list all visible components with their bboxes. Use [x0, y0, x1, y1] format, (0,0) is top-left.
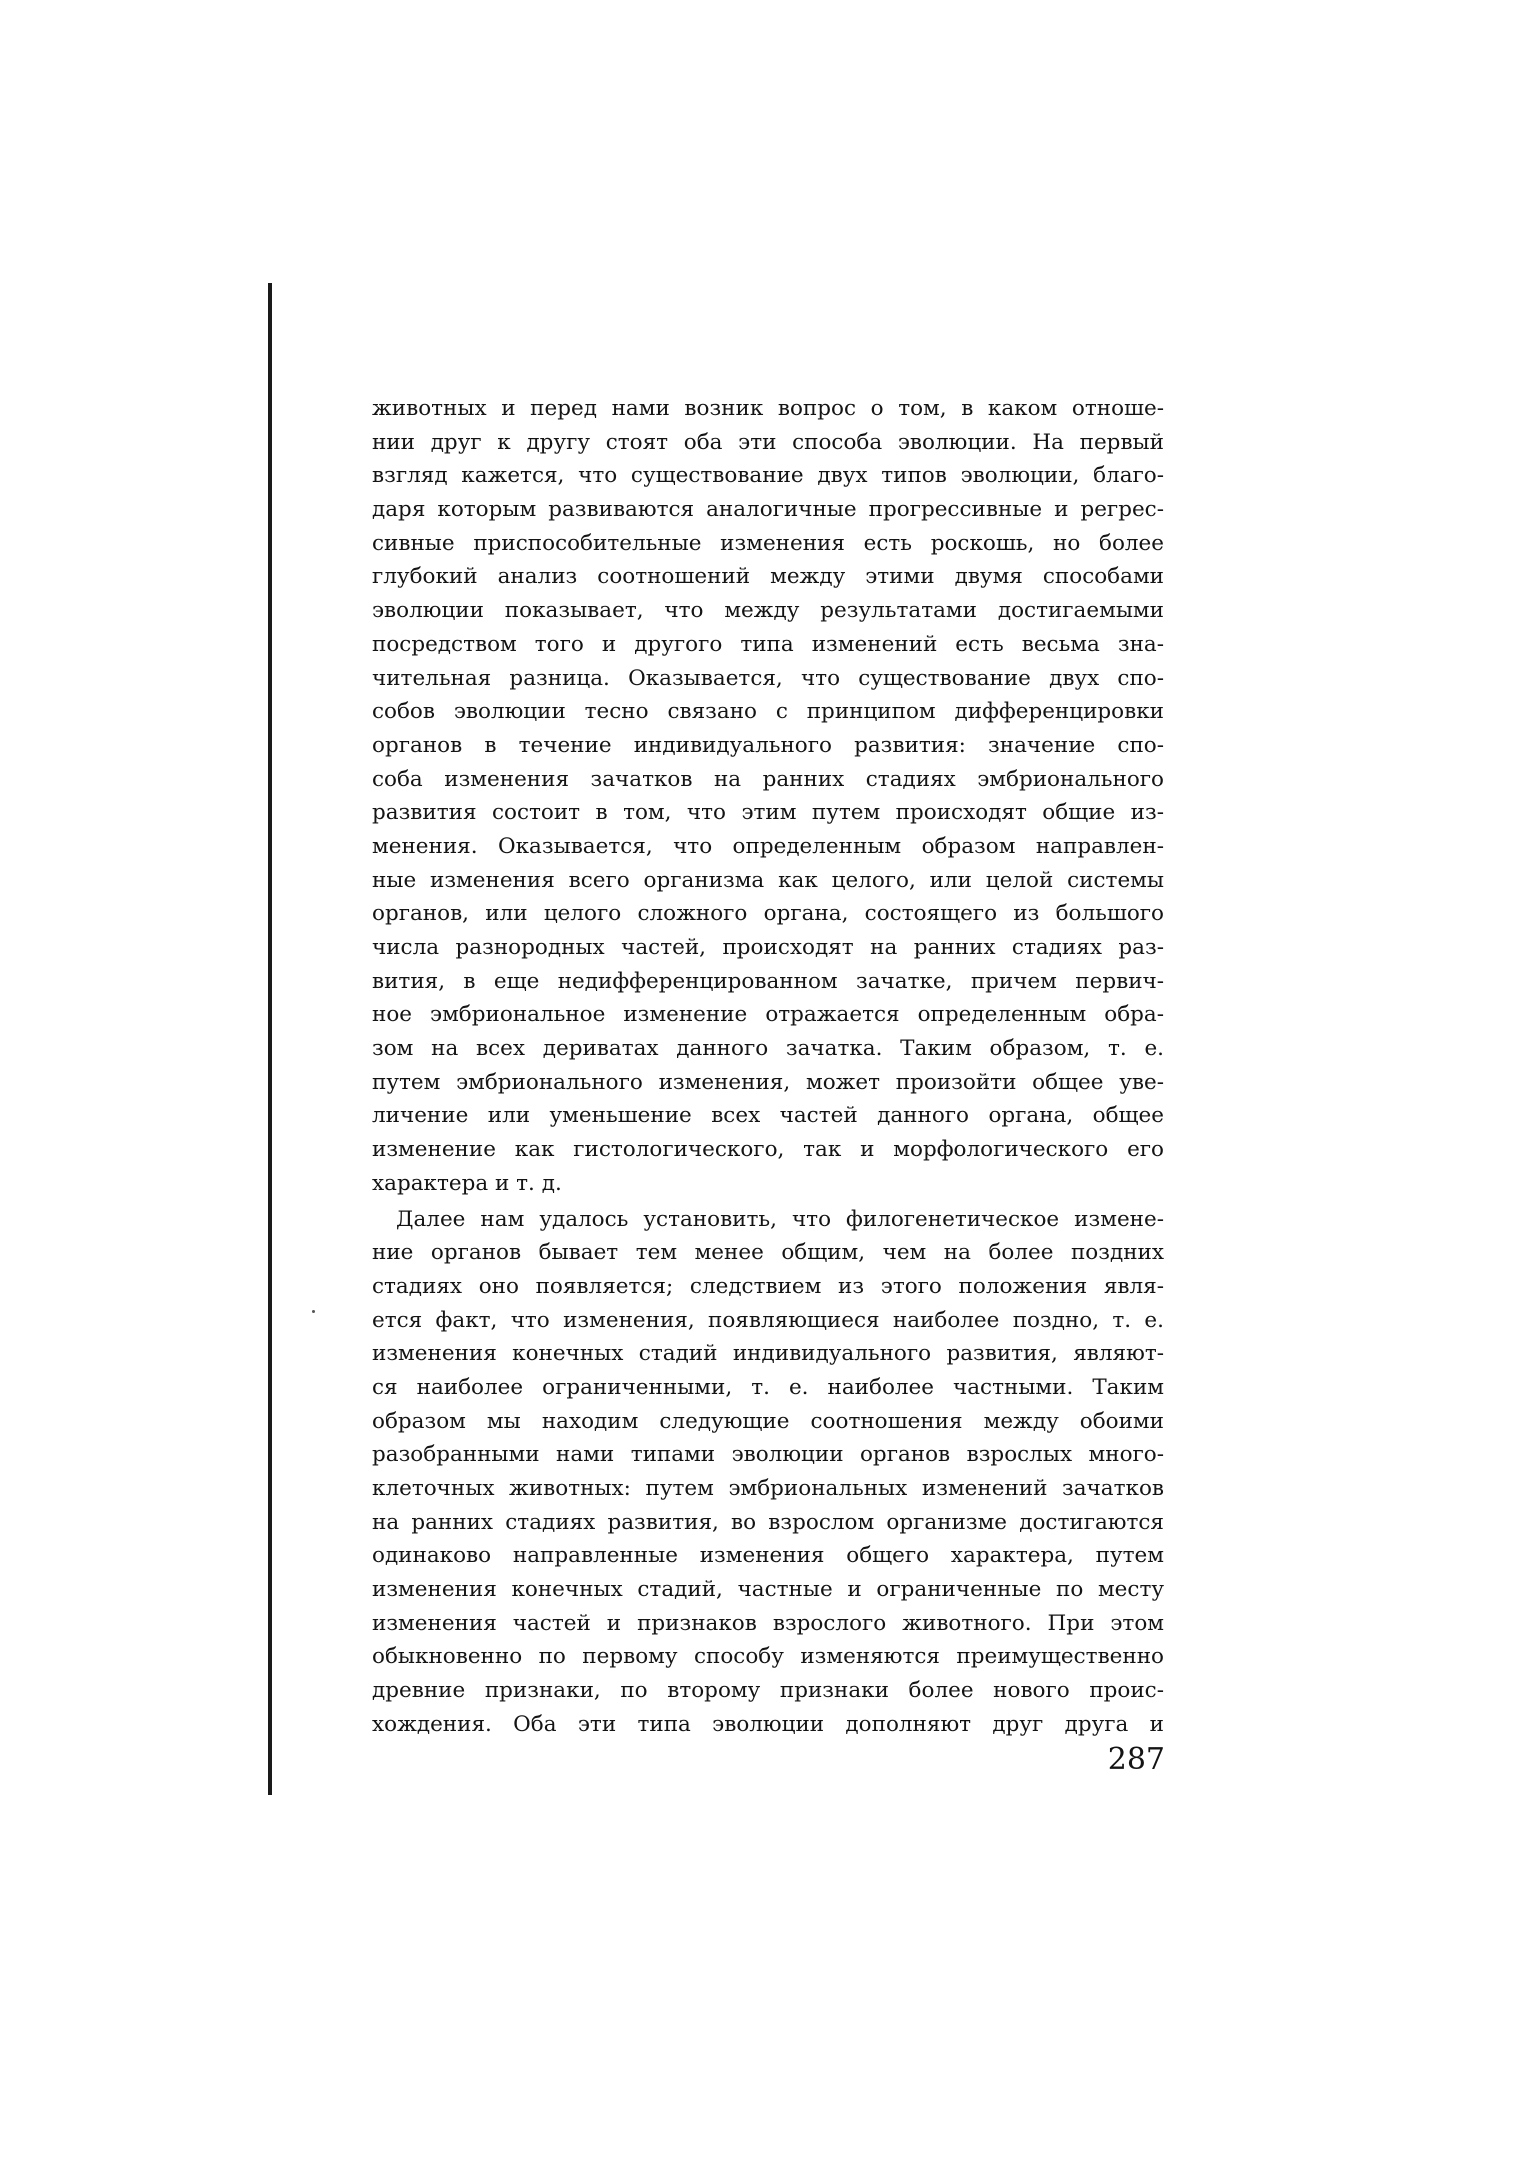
text-line: клеточных животных: путем эмбриональных изменений зачатков [372, 1476, 1164, 1501]
text-line: на ранних стадиях развития, во взрослом организме достигаются [372, 1509, 1164, 1535]
text-line: менения. Оказывается, что определенным образом направлен- [372, 833, 1164, 859]
text-line: обыкновенно по первому способу изменяются преимущественно [372, 1644, 1164, 1670]
text-line: животных и перед нами возник вопрос о том, в каком отноше- [372, 396, 1164, 421]
text-line: ется факт, что изменения, появляющиеся наиболее поздно, т. е. [372, 1307, 1164, 1333]
text-line: органов в течение индивидуального развития: значение спо- [372, 732, 1164, 758]
page-number: 287 [1107, 1742, 1165, 1777]
text-line: древние признаки, по второму признаки более нового проис- [372, 1678, 1164, 1704]
text-line: изменение как гистологического, так и морфологического его [372, 1137, 1164, 1163]
text-line: ся наиболее ограниченными, т. е. наиболее частными. Таким [372, 1374, 1164, 1400]
text-line: посредством того и другого типа изменений есть весьма зна- [372, 631, 1164, 657]
text-line: образом мы находим следующие соотношения между обоими [372, 1408, 1164, 1434]
text-line: зом на всех дериватах данного зачатка. Таким образом, т. е. [372, 1036, 1164, 1062]
scan-speck [312, 1310, 315, 1313]
text-line: даря которым развиваются аналогичные прогрессивные и регрес- [372, 497, 1164, 523]
text-line: личение или уменьшение всех частей данного органа, общее [372, 1103, 1164, 1129]
paragraph-2 [372, 1203, 1164, 1742]
paragraph-1 [372, 392, 1164, 1201]
text-line: чительная разница. Оказывается, что существование двух спо- [372, 665, 1164, 691]
text-line: изменения частей и признаков взрослого животного. При этом [372, 1610, 1164, 1636]
text-line: глубокий анализ соотношений между этими двумя способами [372, 564, 1164, 590]
text-line: собов эволюции тесно связано с принципом дифференцировки [372, 699, 1164, 725]
text-line: нии друг к другу стоят оба эти способа эволюции. На первый [372, 429, 1164, 455]
text-line: хождения. Оба эти типа эволюции дополняют друг друга и [372, 1711, 1164, 1737]
text-line: путем эмбрионального изменения, может произойти общее уве- [372, 1069, 1164, 1095]
text-line: органов, или целого сложного органа, состоящего из большого [372, 901, 1164, 927]
text-line: ные изменения всего организма как целого, или целой системы [372, 867, 1164, 893]
text-line: разобранными нами типами эволюции органов взрослых много- [372, 1442, 1164, 1468]
text-line: вития, в еще недифференцированном зачатке, причем первич- [372, 968, 1164, 994]
text-line: изменения конечных стадий индивидуального развития, являют- [372, 1341, 1164, 1367]
text-line: Далее нам удалось установить, что филогенетическое измене- [396, 1206, 1164, 1232]
text-line: ние органов бывает тем менее общим, чем на более поздних [372, 1240, 1164, 1266]
text-line: ное эмбриональное изменение отражается определенным обра- [372, 1002, 1164, 1028]
text-line: одинаково направленные изменения общего характера, путем [372, 1543, 1164, 1569]
text-line: изменения конечных стадий, частные и ограниченные по месту [372, 1577, 1164, 1603]
text-line: числа разнородных частей, происходят на ранних стадиях раз- [372, 935, 1164, 960]
text-line: сивные приспособительные изменения есть роскошь, но более [372, 530, 1164, 556]
text-line: развития состоит в том, что этим путем происходят общие из- [372, 800, 1164, 826]
margin-rule [268, 283, 272, 1795]
body-text [372, 392, 1164, 1742]
text-line: характера и т. д. [372, 1170, 562, 1196]
text-line: соба изменения зачатков на ранних стадиях эмбрионального [372, 766, 1164, 792]
text-line: эволюции показывает, что между результатами достигаемыми [372, 598, 1164, 624]
text-line: взгляд кажется, что существование двух типов эволюции, благо- [372, 463, 1164, 489]
text-line: стадиях оно появляется; следствием из этого положения явля- [372, 1273, 1164, 1299]
